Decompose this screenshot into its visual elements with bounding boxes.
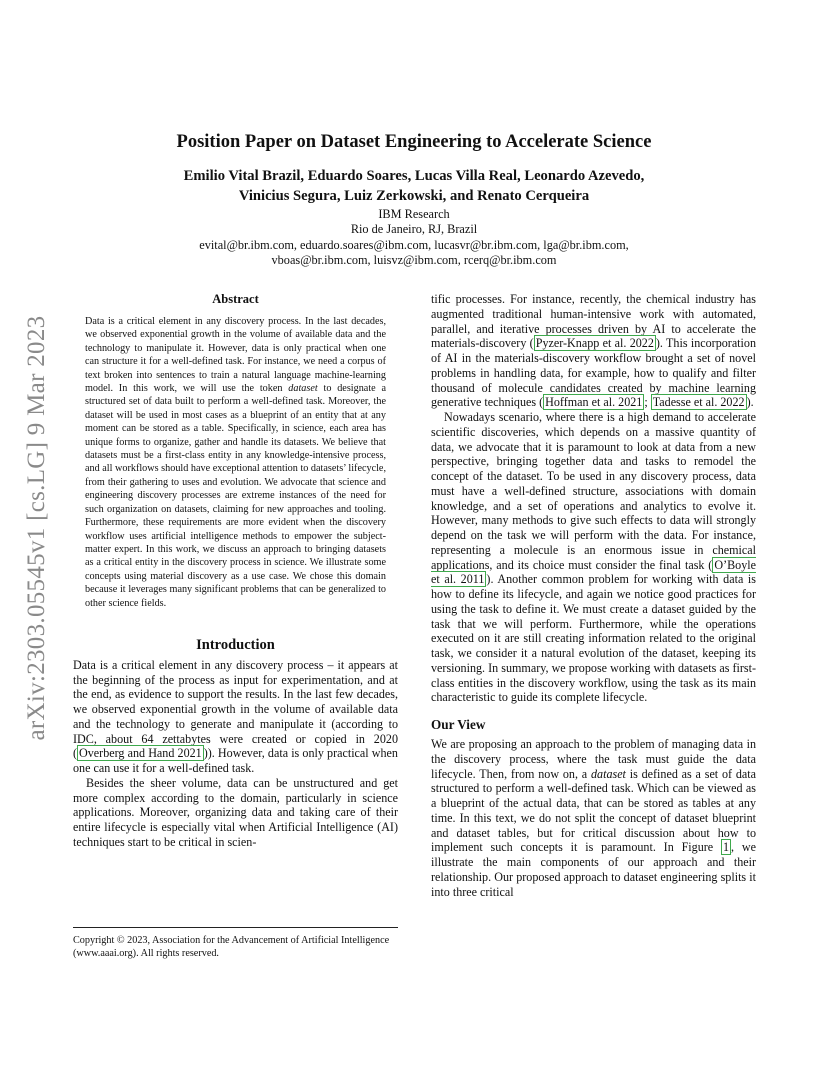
arxiv-identifier-text: arXiv:2303.05545v1 [cs.LG] 9 Mar 2023 — [23, 315, 50, 740]
paragraph-text: )). However, data is only practical when one can use it for a well-defined task. — [73, 746, 398, 776]
author-list — [0, 166, 828, 206]
abstract-term-dataset: dataset — [288, 383, 318, 395]
abstract-text — [85, 315, 386, 610]
paper-title: Position Paper on Dataset Engineering to Accelerate Science — [176, 132, 652, 152]
left-column — [73, 292, 398, 850]
abstract-text-part: to designate a structured set of data built to perform a well-defined task. Moreover, the dataset will be used in most cases as a blueprint of an entity that at any moment can be stored as a table. Specifically, in science, each area has unique forms to organize, gather and handle its datasets. We believe that datasets must be a first-class entity in any knowledge-intensive process, and all workflows should have exceptional attention to datasets’ lifecycle, from their gathering to uses and evolution. We advocate that science and engineering discovery processes are extreme instances of the need for such organization on datasets, claiming for new approaches and tooling. Furthermore, these requirements are more evident when the discovery workflow uses artificial intelligence methods to empower the subject-matter expert. In this work, we discuss an approach to bringing datasets as a critical entity in the discovery process in science. We illustrate some concepts using material discovery as a use case. We chose this domain because it leverages many significant problems that can be generalized to other science fields. — [85, 383, 386, 609]
paragraph-text: ). Another common problem for working with data is how to define its lifecycle, and again we notice good practices for using the task to define it. We must create a dataset guided by the task that we will perform. Furthermore, while the operations executed on it are still creating information related to the original task, we consider it a natural evolution of the dataset, keeping its versioning. In summary, we propose working with datasets as first-class entities in the discovery workflow, using the task as its main characteristic to guide its complete lifecycle. — [431, 572, 756, 705]
paragraph-text: We are proposing an approach to the problem of managing data in the discovery process, where the task must guide the data lifecycle. Then, from now on, a — [431, 737, 756, 781]
affiliation-city: Rio de Janeiro, RJ, Brazil — [350, 222, 478, 237]
paragraph-text: ). This incorporation of AI in the materials-discovery workflow brought a set of novel problems in handling data, for example, how to qualify and filter thousand of molecule candidates created by machine learning generative techniques ( — [431, 336, 756, 410]
introduction-paragraph-2: Besides the sheer volume, data can be unstructured and get more complex according to the domain, particularly in science applications. Moreover, organizing data and taking care of their entire lifecycle is especially vital when Artificial Intelligence (AI) techniques start to be critical in scien- — [73, 775, 398, 849]
our-view-heading: Our View — [431, 717, 486, 732]
right-column — [431, 292, 756, 899]
introduction-heading: Introduction — [196, 636, 275, 653]
author-emails-line-1: evital@br.ibm.com, eduardo.soares@ibm.com, lucasvr@br.ibm.com, lga@br.ibm.com, — [199, 237, 629, 252]
citation-separator: ; — [644, 395, 651, 410]
affiliation-block — [0, 207, 828, 269]
arxiv-identifier-stamp — [20, 290, 54, 765]
abstract-section — [73, 292, 398, 610]
paragraph-text: , we illustrate the main components of our approach and their relationship. Our proposed approach to dataset engineering splits it into three critical — [431, 840, 756, 899]
paragraph-text: Nowadays scenario, where there is a high demand to accelerate scientific discoveries, which depends on a massive quantity of data, we advocate that it is paramount to look at data from a new perspective, bringing together data and tasks to remodel the concept of the dataset. To be used in any discovery process, data must have a well-defined structure, associations with domain knowledge, and a set of operations and analytics to evolve it. However, many methods to give such effects to data will strongly depend on the task we will perform with the data. For instance, representing a molecule is an enormous issue in chemical applications, and its choice must consider the final task ( — [431, 410, 756, 572]
our-view-paragraph — [431, 737, 756, 899]
author-line-1: Emilio Vital Brazil, Eduardo Soares, Lucas Villa Real, Leonardo Azevedo, — [183, 168, 645, 184]
affiliation-org: IBM Research — [378, 207, 450, 221]
right-paragraph-2 — [431, 410, 756, 705]
abstract-heading: Abstract — [212, 292, 259, 306]
citation-link[interactable]: Overberg and Hand 2021 — [79, 746, 202, 761]
figure-reference-link[interactable]: 1 — [722, 840, 730, 855]
citation-link[interactable]: O’Boyle et al. 2011 — [431, 557, 756, 587]
abstract-text-part: Data is a critical element in any discovery process. In the last decades, we observed exponential growth in the volume of available data and the technology to manipulate it. However, data is only practical when one can structure it for a well-defined task. For instance, we need a corpus of text broken into sentences to train a natural language machine-learning model. In this work, we will use the token — [85, 316, 386, 395]
right-paragraph-1 — [431, 292, 756, 410]
paragraph-text: tific processes. For instance, recently, the chemical industry has augmented traditional human-intensive work with automated, parallel, and iterative processes driven by AI to accelerate the materials-discovery ( — [431, 292, 756, 351]
citation-link[interactable]: Pyzer-Knapp et al. 2022 — [535, 336, 654, 351]
copyright-footnote: Copyright © 2023, Association for the Advancement of Artificial Intelligence (www.aaai.org). All rights reserved. — [73, 927, 398, 960]
paragraph-text: is defined as a set of data structured to perform a well-defined task. Which can be viewed as a blueprint of the actual data, that can be stored as tables at any time. In this text, we do not split the concept of dataset blueprint and dataset tables, but for critical discussion about how to implement such concepts it is paramount. In Figure — [431, 766, 757, 855]
citation-link[interactable]: Hoffman et al. 2021 — [545, 395, 643, 410]
author-line-2: Vinicius Segura, Luiz Zerkowski, and Renato Cerqueira — [238, 188, 590, 204]
citation-link[interactable]: Tadesse et al. 2022 — [652, 395, 745, 410]
author-emails-line-2: vboas@br.ibm.com, luisvz@ibm.com, rcerq@br.ibm.com — [271, 253, 557, 268]
paragraph-text: ). — [746, 395, 754, 410]
introduction-paragraph-1 — [73, 658, 398, 776]
paragraph-text: Data is a critical element in any discovery process – it appears at the beginning of the process as input for experimentation, and at the end, as evidence to support the results. In the last few decades, we observed exponential growth in the volume of available data and the technology to generate and manipulate it (according to IDC, about 64 zettabytes were created or copied in 2020 ( — [73, 657, 398, 761]
term-dataset: dataset — [590, 766, 626, 781]
